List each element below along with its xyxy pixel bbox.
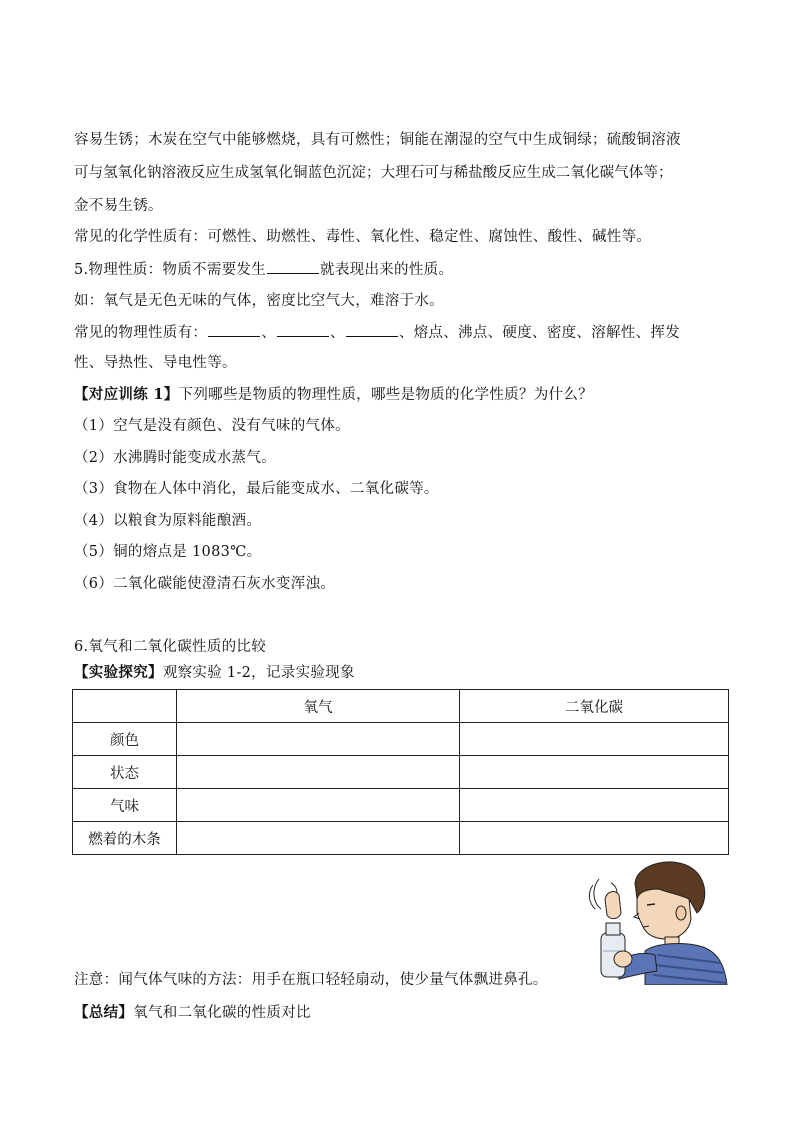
answer-cell-co2[interactable] — [460, 756, 729, 789]
table-header-cell: 氧气 — [177, 690, 460, 723]
physical-list-label: 常见的物理性质有： — [74, 325, 208, 341]
summary-heading — [74, 1003, 311, 1023]
oxygen-example: 如：氧气是无色无味的气体，密度比空气大，难溶于水。 — [74, 293, 444, 309]
answer-cell-co2[interactable] — [460, 723, 729, 756]
table-row — [73, 789, 729, 822]
table-header-row — [73, 690, 729, 723]
answer-cell-oxygen[interactable] — [177, 822, 460, 855]
exercise-item-2: （2）水沸腾时能变成水蒸气。 — [74, 450, 276, 466]
row-label: 燃着的木条 — [73, 822, 177, 855]
separator: 、 — [261, 325, 277, 341]
physical-list-rest: 、熔点、沸点、硬度、密度、溶解性、挥发 — [398, 325, 681, 341]
paragraph-line-1: 容易生锈；木炭在空气中能够燃烧，具有可燃性；铜能在潮湿的空气中生成铜绿；硫酸铜溶液 — [74, 132, 681, 148]
answer-cell-oxygen[interactable] — [177, 789, 460, 822]
fill-in-blank[interactable] — [208, 322, 260, 337]
summary-label: 【总结】 — [74, 1004, 134, 1021]
experiment-instruction: 观察实验 1-2，记录实验现象 — [162, 665, 355, 681]
physical-properties-list — [74, 322, 680, 343]
definition-text-end: 就表现出来的性质。 — [320, 262, 454, 278]
chemical-properties-list: 常见的化学性质有：可燃性、助燃性、毒性、氧化性、稳定性、腐蚀性、酸性、碱性等。 — [74, 229, 652, 245]
answer-cell-co2[interactable] — [460, 822, 729, 855]
exercise-label: 【对应训练 1】 — [74, 386, 179, 403]
table-row — [73, 756, 729, 789]
table-header-cell: 二氧化碳 — [460, 690, 729, 723]
exercise-question: 下列哪些是物质的物理性质，哪些是物质的化学性质？为什么？ — [178, 387, 593, 403]
paragraph-line-2: 可与氢氧化钠溶液反应生成氢氧化铜蓝色沉淀；大理石可与稀盐酸反应生成二氧化碳气体等； — [74, 165, 673, 181]
comparison-table — [72, 689, 729, 855]
fill-in-blank[interactable] — [267, 259, 319, 274]
physical-properties-list-cont: 性、导热性、导电性等。 — [74, 355, 237, 371]
exercise-heading — [74, 385, 593, 405]
definition-text-start: 5.物理性质：物质不需要发生 — [74, 262, 267, 278]
physical-property-definition — [74, 259, 453, 280]
paragraph-line-3: 金不易生锈。 — [74, 198, 163, 214]
table-row — [73, 822, 729, 855]
row-label: 状态 — [73, 756, 177, 789]
exercise-item-3: （3）食物在人体中消化，最后能变成水、二氧化碳等。 — [74, 481, 439, 497]
smelling-note: 注意：闻气体气味的方法：用手在瓶口轻轻扇动，使少量气体飘进鼻孔。 — [74, 972, 548, 988]
table-header-cell — [73, 690, 177, 723]
fill-in-blank[interactable] — [346, 322, 398, 337]
table-row — [73, 723, 729, 756]
fill-in-blank[interactable] — [277, 322, 329, 337]
exercise-item-1: （1）空气是没有颜色、没有气味的气体。 — [74, 418, 350, 434]
separator: 、 — [330, 325, 345, 341]
row-label: 气味 — [73, 789, 177, 822]
exercise-item-4: （4）以粮食为原料能酿酒。 — [74, 513, 262, 529]
answer-cell-oxygen[interactable] — [177, 756, 460, 789]
exercise-item-6: （6）二氧化碳能使澄清石灰水变浑浊。 — [74, 576, 336, 592]
boy-smelling-gas-bottle-illustration — [585, 855, 733, 985]
row-label: 颜色 — [73, 723, 177, 756]
section-6-title: 6.氧气和二氧化碳性质的比较 — [74, 639, 267, 655]
answer-cell-oxygen[interactable] — [177, 723, 460, 756]
exercise-item-5: （5）铜的熔点是 1083℃。 — [74, 544, 262, 560]
experiment-heading — [74, 663, 355, 683]
summary-text: 氧气和二氧化碳的性质对比 — [133, 1005, 311, 1021]
experiment-label: 【实验探究】 — [74, 664, 163, 681]
answer-cell-co2[interactable] — [460, 789, 729, 822]
